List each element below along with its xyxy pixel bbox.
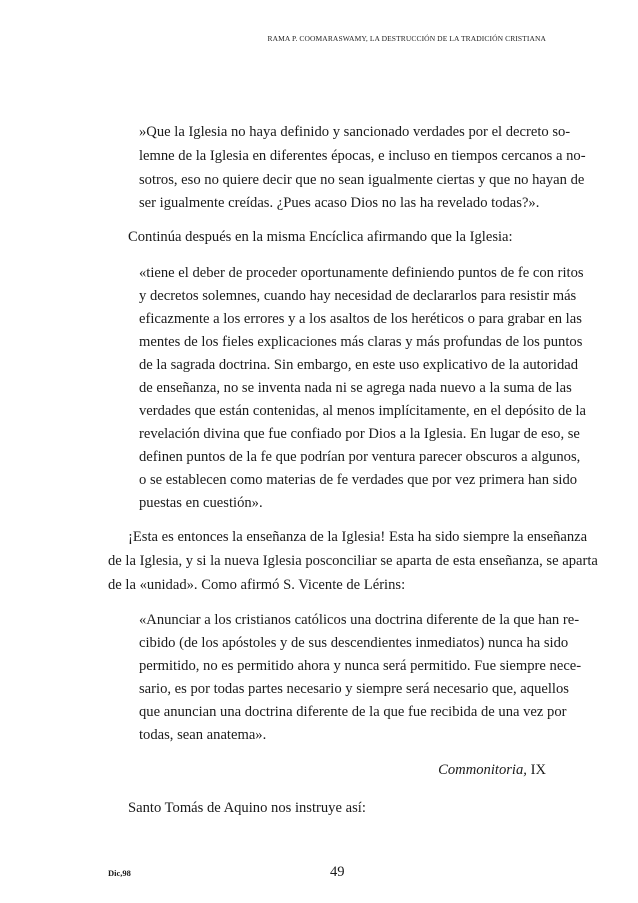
footer-date: Dic,98 [108,868,131,878]
body-paragraph-2-line: de la «unidad». Como afirmó S. Vicente de Lérins: [108,577,406,593]
quote-2-line: puestas en cuestión». [139,495,263,511]
quote-2-line: y decretos solemnes, cuando hay necesidad de declararlos para resistir más [139,288,577,304]
page-number: 49 [330,864,345,880]
quote-2-line: de enseñanza, no se inventa nada ni se agrega nada nuevo a la suma de las [139,380,572,396]
quote-3-line: que anuncian una doctrina diferente de la que fue recibida de una vez por [139,704,567,720]
body-paragraph-1: Continúa después en la misma Encíclica afirmando que la Iglesia: [128,229,513,245]
body-paragraph-3: Santo Tomás de Aquino nos instruye así: [128,800,366,816]
body-paragraph-2-line: de la Iglesia, y si la nueva Iglesia posconciliar se aparta de esta enseñanza, se aparta [108,553,598,569]
quote-1-line: ser igualmente creídas. ¿Pues acaso Dios no las ha revelado todas?». [139,195,540,211]
quote-3-line: cibido (de los apóstoles y de sus descendientes inmediatos) nunca ha sido [139,635,569,651]
quote-3-line: permitido, no es permitido ahora y nunca será permitido. Fue siempre nece- [139,658,582,674]
quote-2-line: definen puntos de la fe que podrían por ventura parecer obscuros a algunos, [139,449,581,465]
quote-2-line: «tiene el deber de proceder oportunamente definiendo puntos de fe con ritos [139,265,584,281]
quote-2-line: verdades que están contenidas, al menos implícitamente, en el depósito de la [139,403,586,419]
quote-3-line: sario, es por todas partes necesario y siempre será necesario que, aquellos [139,681,569,697]
quote-1-line: »Que la Iglesia no haya definido y sancionado verdades por el decreto so- [139,124,571,140]
quote-3-line: todas, sean anatema». [139,727,267,743]
quote-1-line: sotros, eso no quiere decir que no sean igualmente ciertas y que no hayan de [139,172,585,188]
running-header: RAMA P. COOMARASWAMY, LA DESTRUCCIÓN DE LA TRADICIÓN CRISTIANA [267,34,546,43]
quote-2-line: de la sagrada doctrina. Sin embargo, en este uso explicativo de la autoridad [139,357,579,373]
source-ref: IX [526,762,546,778]
body-paragraph-2-line: ¡Esta es entonces la enseñanza de la Iglesia! Esta ha sido siempre la enseñanza [128,529,588,545]
quote-2-line: revelación divina que fue confiado por Dios a la Iglesia. En lugar de eso, se [139,426,580,442]
quote-2-line: eficazmente a los errores y a los asaltos de los heréticos o para grabar en las [139,311,582,327]
quote-3-line: «Anunciar a los cristianos católicos una doctrina diferente de la que han re- [139,612,580,628]
quote-2-line: mentes de los fieles explicaciones más claras y más profundas de los puntos [139,334,583,350]
source-title: Commonitoria, [438,762,527,778]
quote-1-line: lemne de la Iglesia en diferentes épocas, e incluso en tiempos cercanos a no- [139,148,586,164]
quote-2-line: o se establecen como materias de fe verdades que por vez primera han sido [139,472,578,488]
quote-3-source [438,760,546,780]
